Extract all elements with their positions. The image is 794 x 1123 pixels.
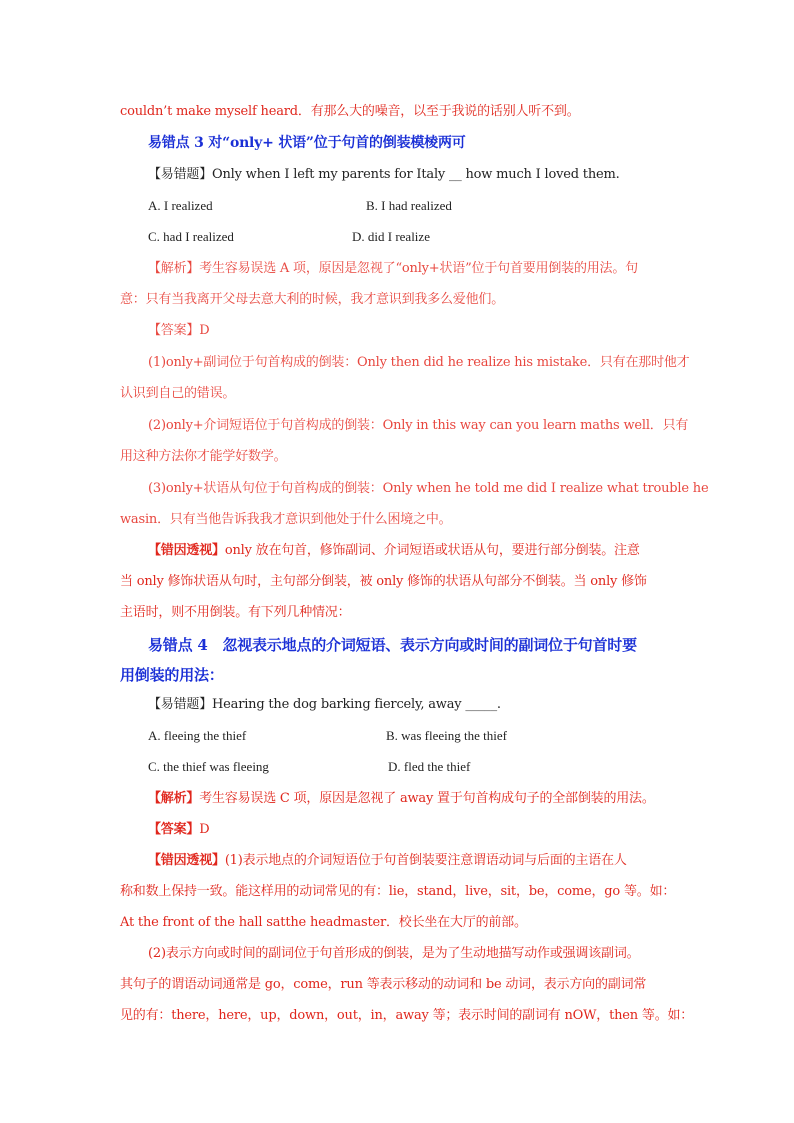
reason-label: 【错因透视】 — [148, 543, 225, 558]
question-3 — [148, 165, 708, 185]
reason-4-line5: 其句子的谓语动词通常是 go，come，run 等表示移动的动词和 be 动词，表示方向的副词常 — [120, 977, 647, 992]
reason-3-line1 — [148, 541, 676, 561]
section-heading-4-line1: 易错点 4 忽视表示地点的介词短语、表示方向或时间的副词位于句首时要 — [148, 636, 637, 654]
answer-value: D — [199, 822, 210, 837]
answer-4 — [148, 820, 708, 840]
reason-4-line4: (2)表示方向或时间的副词位于句首形成的倒装，是为了生动地描写动作或强调该副词。 — [148, 946, 640, 961]
point-2-line2: 用这种方法你才能学好数学。 — [120, 449, 287, 464]
point-1-line1: (1)only+副词位于句首构成的倒装：Only then did he realize his mistake．只有在那时他才 — [148, 355, 690, 370]
reason-label: 【错因透视】 — [148, 853, 225, 868]
point-2-line1: (2)only+介词短语位于句首构成的倒装：Only in this way can you learn maths well．只有 — [148, 418, 689, 433]
question-4 — [148, 695, 708, 715]
option-c: C. had I realized — [148, 229, 234, 244]
point-3-line1: (3)only+状语从句位于句首构成的倒装：Only when he told me did I realize what trouble he — [148, 481, 709, 496]
option-d: D. fled the thief — [388, 759, 471, 774]
analysis-text: 考生容易误选 C 项，原因是忽视了 away 置于句首构成句子的全部倒装的用法。 — [199, 791, 655, 806]
question-text: Only when I left my parents for Italy __ how much I loved them. — [212, 167, 620, 182]
answer-label: 【答案】 — [148, 822, 200, 837]
reason-3-line3: 主语时，则不用倒装。有下列几种情况： — [120, 605, 351, 620]
option-a: A. I realized — [148, 198, 213, 213]
point-1-line2: 认识到自己的错误。 — [120, 386, 236, 401]
reason-4-line2: 称和数上保持一致。能这样用的动词常见的有：lie，stand，live，sit，be，come，go 等。如： — [120, 884, 676, 899]
text-line-carryover: couldn’t make myself heard．有那么大的噪音，以至于我说的话别人听不到。 — [120, 104, 580, 119]
question-label: 【易错题】 — [148, 697, 213, 712]
option-c: C. the thief was fleeing — [148, 759, 269, 774]
option-a: A. fleeing the thief — [148, 728, 247, 743]
answer-3: 【答案】D — [148, 323, 210, 338]
analysis-label: 【解析】 — [148, 791, 200, 806]
reason-4-line3: At the front of the hall satthe headmaster．校长坐在大厅的前部。 — [120, 915, 527, 930]
analysis-3-line2: 意：只有当我离开父母去意大利的时候，我才意识到我多么爱他们。 — [120, 292, 505, 307]
option-b: B. I had realized — [366, 198, 452, 213]
section-heading-3: 易错点 3 对“only+ 状语”位于句首的倒装模棱两可 — [148, 135, 466, 151]
option-b: B. was fleeing the thief — [386, 728, 507, 743]
analysis-4 — [148, 789, 676, 809]
reason-3-line2: 当 only 修饰状语从句时，主句部分倒装，被 only 修饰的状语从句部分不倒装。当 only 修饰 — [120, 574, 647, 589]
analysis-3-line1: 【解析】考生容易误选 A 项，原因是忽视了“only+状语”位于句首要用倒装的用法。句 — [148, 261, 638, 276]
section-heading-4-line2: 用倒装的用法： — [120, 666, 224, 684]
question-label: 【易错题】 — [148, 167, 213, 182]
reason-4-line6: 见的有：there，here，up，down，out，in，away 等；表示时间的副词有 nOW，then 等。如： — [120, 1008, 694, 1023]
question-text: Hearing the dog barking fiercely, away _____. — [212, 697, 501, 712]
reason-4-line1 — [148, 851, 676, 871]
reason-text: only 放在句首，修饰副词、介词短语或状语从句，要进行部分倒装。注意 — [224, 543, 640, 558]
reason-text: (1)表示地点的介词短语位于句首倒装要注意谓语动词与后面的主语在人 — [224, 853, 627, 868]
option-d: D. did I realize — [352, 229, 430, 244]
point-3-line2: wasin．只有当他告诉我我才意识到他处于什么困境之中。 — [120, 512, 452, 527]
